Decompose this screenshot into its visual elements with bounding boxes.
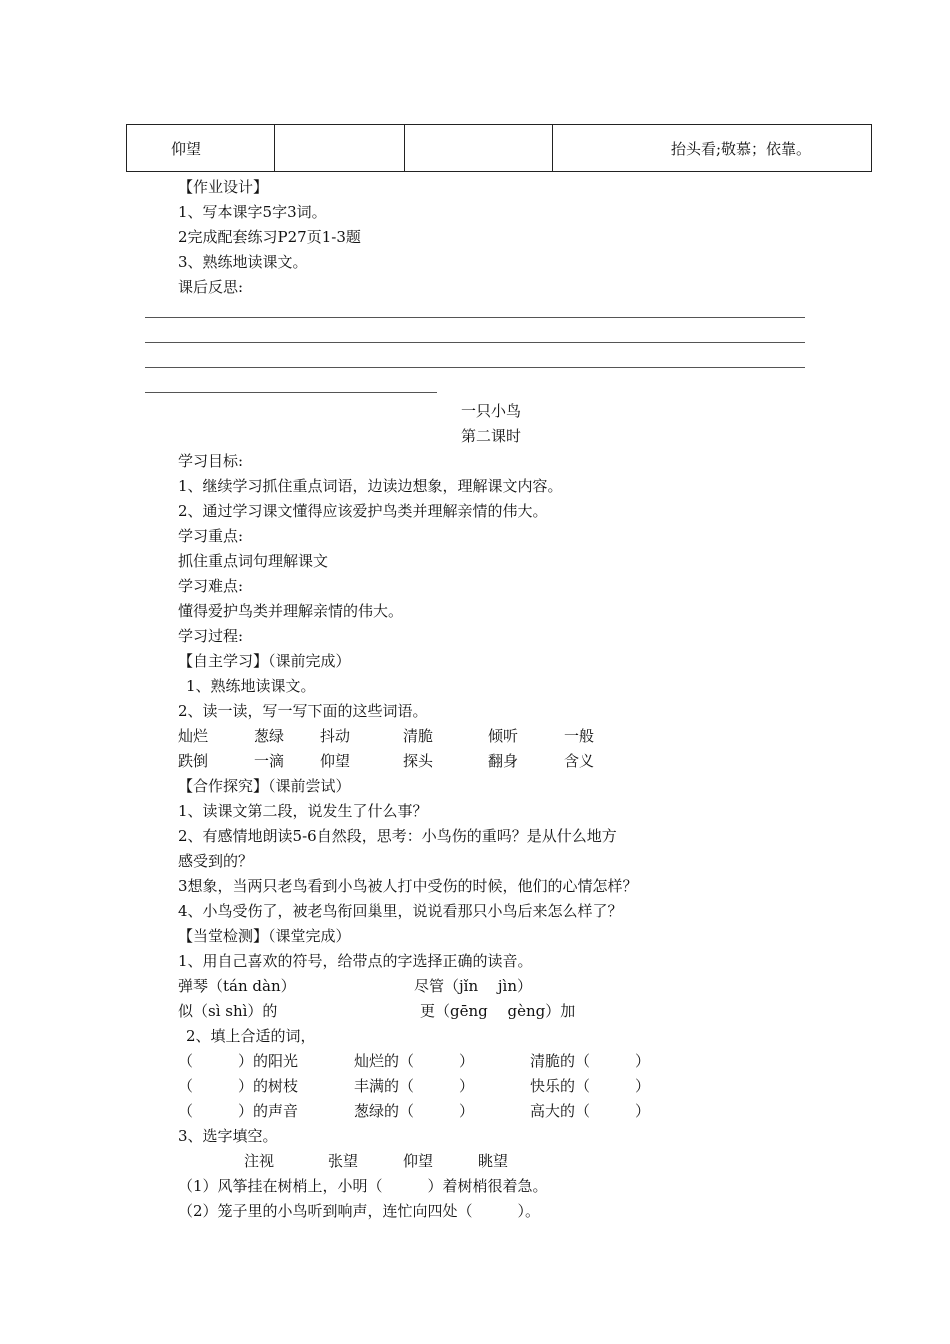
homework-title: 【作业设计】 bbox=[178, 178, 269, 196]
word: 翻身 bbox=[488, 752, 519, 770]
cooperate-item: 2、有感情地朗读5-6自然段，思考：小鸟伤的重吗？是从什么地方 bbox=[178, 827, 617, 845]
reflection-line bbox=[145, 342, 805, 343]
reflection-label: 课后反思: bbox=[178, 278, 244, 296]
pronunciation-item: 更（gēng gèng）加 bbox=[420, 1002, 576, 1020]
fill-item: 葱绿的（ ） bbox=[354, 1102, 475, 1120]
cooperate-item: 感受到的？ bbox=[178, 852, 254, 870]
key-label: 学习重点: bbox=[178, 527, 244, 545]
cooperate-item: 1、读课文第二段，说发生了什么事？ bbox=[178, 802, 428, 820]
word: 葱绿 bbox=[254, 727, 285, 745]
word: 抖动 bbox=[320, 727, 351, 745]
cooperate-item: 4、小鸟受伤了，被老鸟衔回巢里，说说看那只小鸟后来怎么样了？ bbox=[178, 902, 623, 920]
fill-sentence: （1）风筝挂在树梢上，小明（ ）着树梢很着急。 bbox=[178, 1177, 548, 1195]
table-cell-word: 仰望 bbox=[127, 125, 275, 172]
difficulty-text: 懂得爱护鸟类并理解亲情的伟大。 bbox=[178, 602, 404, 620]
homework-item: 3、熟练地读课文。 bbox=[178, 253, 308, 271]
table-row bbox=[127, 125, 872, 172]
fill-item: （ ）的树枝 bbox=[178, 1077, 299, 1095]
reflection-line bbox=[145, 317, 805, 318]
table-cell bbox=[405, 125, 553, 172]
word: 灿烂 bbox=[178, 727, 209, 745]
homework-item: 1、写本课字5字3词。 bbox=[178, 203, 327, 221]
lesson-subtitle: 第二课时 bbox=[460, 427, 521, 445]
word: 倾听 bbox=[488, 727, 519, 745]
cooperate-title: 【合作探究】（课前尝试） bbox=[178, 777, 351, 795]
homework-item: 2完成配套练习P27页1-3题 bbox=[178, 228, 361, 246]
table-cell-meaning: 抬头看;敬慕；依靠。 bbox=[553, 125, 872, 172]
word: 一滴 bbox=[254, 752, 285, 770]
word: 清脆 bbox=[403, 727, 434, 745]
difficulty-label: 学习难点: bbox=[178, 577, 244, 595]
choice-word: 仰望 bbox=[403, 1152, 434, 1170]
word: 跌倒 bbox=[178, 752, 209, 770]
self-study-item: 1、熟练地读课文。 bbox=[186, 677, 316, 695]
fill-item: （ ）的声音 bbox=[178, 1102, 299, 1120]
goals-label: 学习目标: bbox=[178, 452, 244, 470]
self-study-title: 【自主学习】（课前完成） bbox=[178, 652, 351, 670]
goal-item: 2、通过学习课文懂得应该爱护鸟类并理解亲情的伟大。 bbox=[178, 502, 548, 520]
fill-item: 丰满的（ ） bbox=[354, 1077, 475, 1095]
fill-item: 灿烂的（ ） bbox=[354, 1052, 475, 1070]
check-question: 1、用自己喜欢的符号，给带点的字选择正确的读音。 bbox=[178, 952, 533, 970]
choice-word: 眺望 bbox=[478, 1152, 509, 1170]
word: 含义 bbox=[564, 752, 595, 770]
cooperate-item: 3想象，当两只老鸟看到小鸟被人打中受伤的时候，他们的心情怎样？ bbox=[178, 877, 638, 895]
pronunciation-item: 弹琴（tán dàn） bbox=[178, 977, 296, 995]
word: 探头 bbox=[403, 752, 434, 770]
goal-item: 1、继续学习抓住重点词语，边读边想象，理解课文内容。 bbox=[178, 477, 563, 495]
vocab-table bbox=[126, 124, 872, 172]
pronunciation-item: 尽管（jǐn jìn） bbox=[414, 977, 532, 995]
fill-item: 高大的（ ） bbox=[530, 1102, 651, 1120]
fill-sentence: （2）笼子里的小鸟听到响声，连忙向四处（ ）。 bbox=[178, 1202, 541, 1220]
key-text: 抓住重点词句理解课文 bbox=[178, 552, 329, 570]
fill-item: 清脆的（ ） bbox=[530, 1052, 651, 1070]
fill-item: （ ）的阳光 bbox=[178, 1052, 299, 1070]
choice-word: 注视 bbox=[244, 1152, 275, 1170]
pronunciation-item: 似（sì shì）的 bbox=[178, 1002, 278, 1020]
word: 仰望 bbox=[320, 752, 351, 770]
check-question: 3、选字填空。 bbox=[178, 1127, 278, 1145]
process-label: 学习过程: bbox=[178, 627, 244, 645]
word: 一般 bbox=[564, 727, 595, 745]
choice-word: 张望 bbox=[328, 1152, 359, 1170]
reflection-line bbox=[145, 392, 437, 393]
check-title: 【当堂检测】（课堂完成） bbox=[178, 927, 351, 945]
check-question: 2、填上合适的词， bbox=[186, 1027, 316, 1045]
fill-item: 快乐的（ ） bbox=[530, 1077, 651, 1095]
lesson-title: 一只小鸟 bbox=[460, 402, 521, 420]
table-cell bbox=[275, 125, 405, 172]
reflection-line bbox=[145, 367, 805, 368]
self-study-item: 2、读一读，写一写下面的这些词语。 bbox=[178, 702, 428, 720]
